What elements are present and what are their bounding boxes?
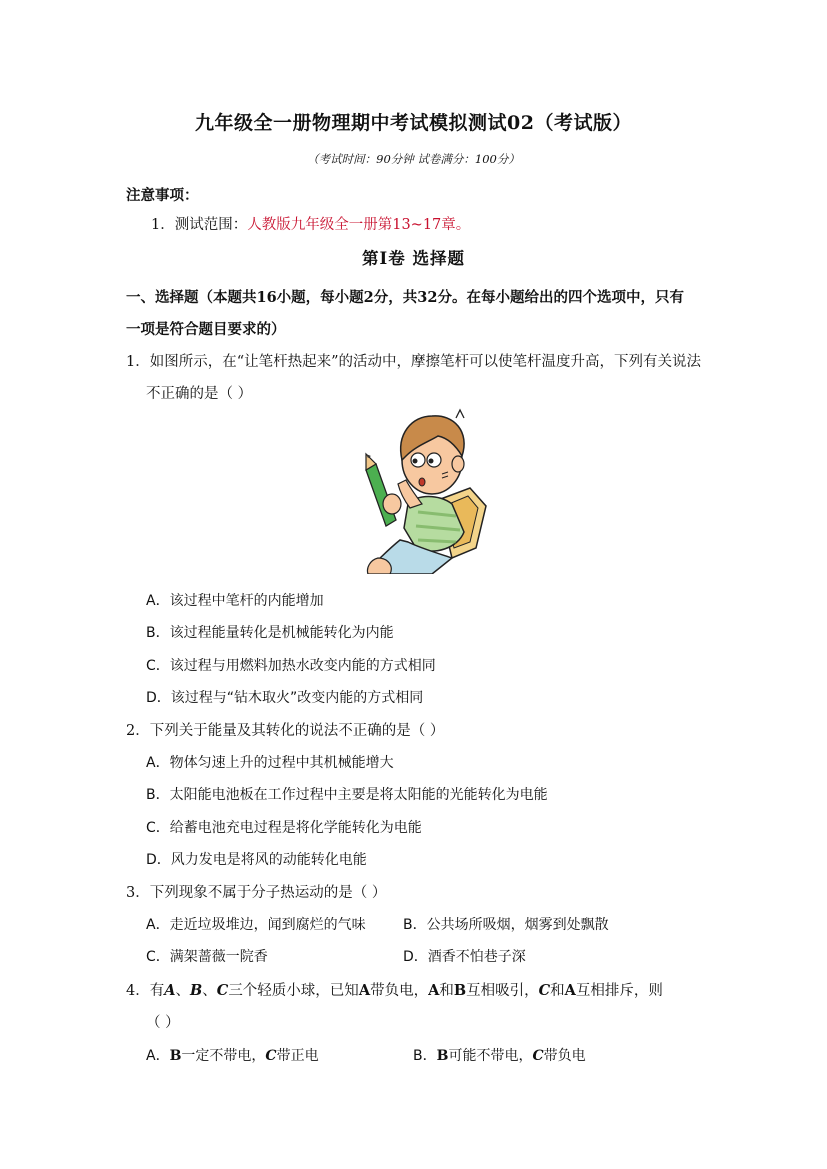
part1-heading-line1: 一、选择题（本题共16小题，每小题2分，共32分。在每小题给出的四个选项中，只有: [126, 289, 684, 306]
q4-text-1: 三个轻质小球，已知: [228, 983, 359, 999]
ball-b-label: B: [190, 982, 203, 999]
ball-a-label: A: [164, 982, 176, 999]
q2-option-c: C．给蓄电池充电过程是将化学能转化为电能: [146, 820, 422, 836]
ball-c-label: C: [532, 1048, 544, 1064]
q2-stem: 2．下列关于能量及其转化的说法不正确的是（ ）: [126, 723, 445, 739]
notice-heading: 注意事项：: [126, 187, 199, 204]
q4-sep-1: 、: [175, 983, 190, 999]
q2-option-a: A．物体匀速上升的过程中其机械能增大: [146, 755, 394, 771]
q4-text-3: 和: [439, 983, 454, 999]
ball-a-label: A: [358, 982, 371, 999]
q2-option-b: B．太阳能电池板在工作过程中主要是将太阳能的光能转化为电能: [146, 787, 548, 803]
q3-stem: 3．下列现象不属于分子热运动的是（ ）: [126, 885, 387, 901]
ball-b-label: B: [453, 982, 467, 999]
q3-option-b: B．公共场所吸烟，烟雾到处飘散: [403, 917, 609, 933]
q4-option-b-end: 带负电: [543, 1048, 586, 1064]
q1-option-c: C．该过程与用燃料加热水改变内能的方式相同: [146, 658, 436, 674]
part1-heading-line2: 一项是符合题目要求的）: [126, 321, 286, 338]
q4-text-3b: 和: [550, 983, 565, 999]
notice-item-prefix: 1．测试范围：: [151, 217, 248, 233]
q2-option-d: D．风力发电是将风的动能转化电能: [146, 852, 367, 868]
q3-option-c: C．满架蔷薇一院香: [146, 949, 268, 965]
q4-number: 4．有: [126, 983, 165, 999]
ball-b-label: B: [436, 1048, 449, 1064]
q1-stem-line2: 不正确的是（ ）: [146, 386, 253, 402]
boy-pencil-figure: [360, 408, 492, 574]
q4-sep-2: 、: [202, 983, 217, 999]
ball-c-label: C: [216, 982, 229, 999]
q3-option-a: A．走近垃圾堆边，闻到腐烂的气味: [146, 917, 366, 933]
q4-option-a: [146, 1045, 319, 1065]
q4-option-a-end: 带正电: [276, 1048, 319, 1064]
ball-c-label: C: [265, 1048, 277, 1064]
q4-stem-line1: [126, 979, 663, 1000]
exam-info: （考试时间：90分钟 试卷满分：100分）: [307, 152, 520, 166]
test-scope: 人教版九年级全一册第13~17章。: [247, 217, 471, 233]
q1-option-b: B．该过程能量转化是机械能转化为内能: [146, 625, 394, 641]
ball-c-label: C: [538, 982, 551, 999]
q4-option-a-letter: A．: [146, 1048, 170, 1064]
q4-text-2: 带负电，: [370, 983, 429, 999]
ball-a-label: A: [428, 982, 440, 999]
q3-option-d: D．酒香不怕巷子深: [403, 949, 526, 965]
q4-option-b: [413, 1045, 586, 1065]
q4-stem-paren: （ ）: [146, 1015, 180, 1031]
q4-option-a-text: 一定不带电，: [181, 1048, 266, 1064]
q4-option-b-text: 可能不带电，: [448, 1048, 533, 1064]
q1-option-d: D．该过程与“钻木取火”改变内能的方式相同: [146, 690, 424, 706]
q1-stem-line1: 1．如图所示，在“让笔杆热起来”的活动中，摩擦笔杆可以使笔杆温度升高，下列有关说法: [126, 354, 702, 370]
ball-b-label: B: [169, 1048, 182, 1064]
section-title: 第Ⅰ卷 选择题: [362, 249, 465, 268]
page-title: 九年级全一册物理期中考试模拟测试02（考试版）: [195, 112, 632, 134]
q4-option-b-letter: B．: [413, 1048, 437, 1064]
ball-a-label: A: [564, 982, 576, 999]
q4-text-4: 互相吸引，: [466, 983, 539, 999]
q1-option-a: A．该过程中笔杆的内能增加: [146, 593, 324, 609]
notice-item-1: [151, 213, 470, 234]
q4-text-5: 互相排斥，则: [575, 983, 663, 999]
